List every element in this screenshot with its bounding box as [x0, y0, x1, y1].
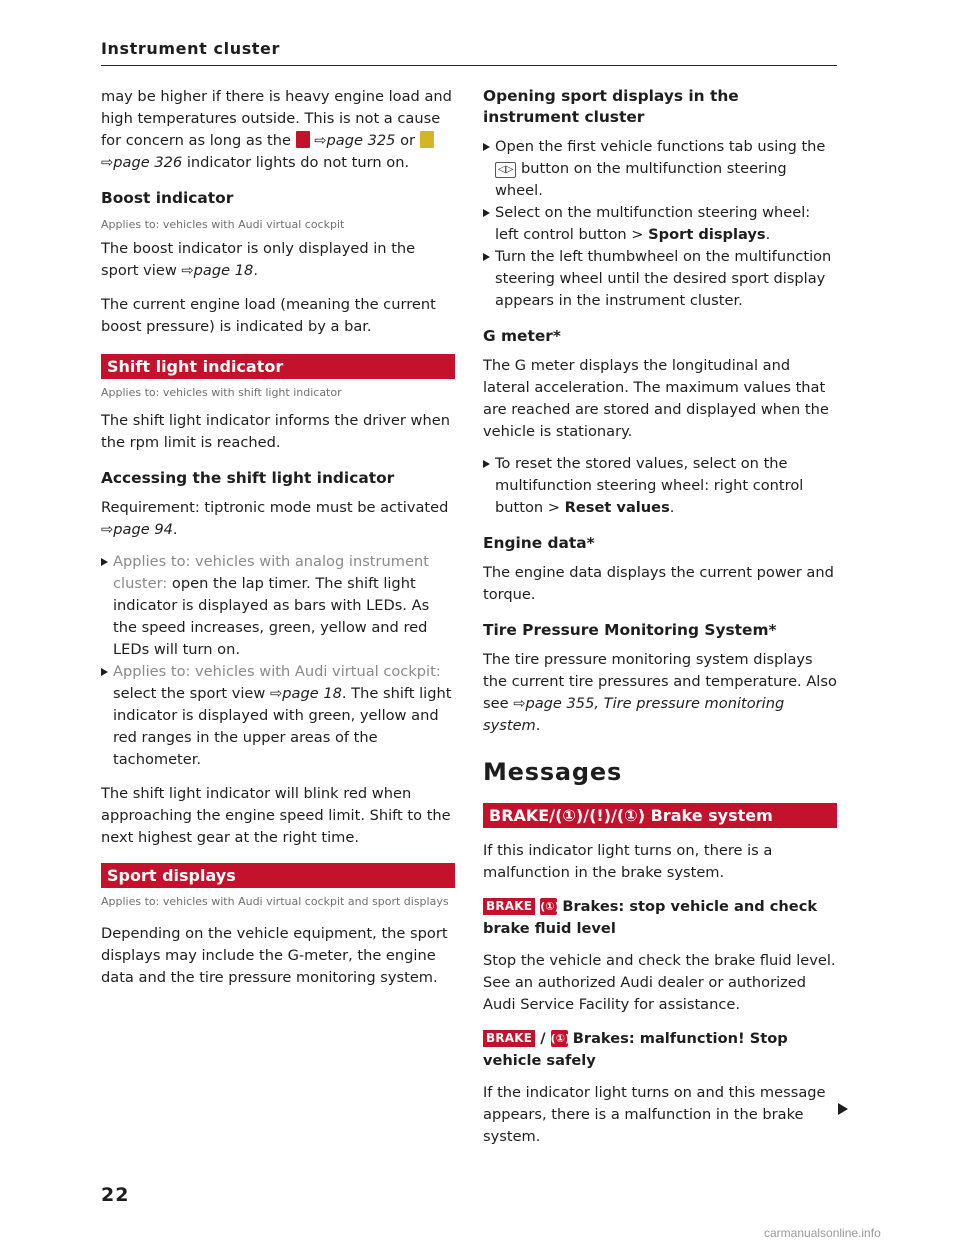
list-item: Turn the left thumbwheel on the multifunction steering wheel until the desired sport display appears in the instrument cluster.	[483, 246, 837, 312]
brake-system-banner: BRAKE/(①)/(!)/(①) Brake system	[483, 803, 837, 828]
list-item: Open the first vehicle functions tab using the ◁▷ button on the multifunction steering wheel.	[483, 136, 837, 202]
continue-arrow-icon	[838, 1103, 848, 1115]
brake-warning-icon: BRAKE	[483, 1030, 535, 1047]
list-item: Applies to: vehicles with analog instrument cluster: open the lap timer. The shift light indicator is displayed as bars with LEDs. As the speed increases, green, yellow and red LEDs will turn on.	[101, 551, 455, 661]
page-ref-link[interactable]: ⇨page 94	[101, 521, 173, 538]
tpms-paragraph: The tire pressure monitoring system displays the current tire pressures and temperature. Also see ⇨page 355, Tire pressure monitoring system.	[483, 651, 837, 734]
engine-data-paragraph: The engine data displays the current power and torque.	[483, 564, 834, 603]
boost-paragraph-1: The boost indicator is only displayed in the sport view ⇨page 18.	[101, 240, 416, 279]
right-column	[483, 86, 837, 1158]
left-column	[101, 86, 455, 999]
list-item: Applies to: vehicles with Audi virtual cockpit: select the sport view ⇨page 18. The shift light indicator is displayed with green, yellow and red ranges in the upper areas of the tachometer.	[101, 661, 455, 771]
page-number: 22	[101, 1184, 130, 1206]
brake-message-2-text: If the indicator light turns on and this message appears, there is a malfunction in the brake system.	[483, 1084, 826, 1145]
requirement-paragraph: Requirement: tiptronic mode must be activated ⇨page 94.	[101, 499, 449, 538]
boost-heading: Boost indicator	[101, 189, 234, 207]
shift-blink-paragraph: The shift light indicator will blink red when approaching the engine speed limit. Shift to the next highest gear at the right time.	[101, 785, 451, 846]
watermark: carmanualsonline.info	[764, 1226, 881, 1240]
intro-paragraph: may be higher if there is heavy engine load and high temperatures outside. This is not a cause for concern as long as the ⇨page 325 or ⇨page 326 indicator lights do not turn on.	[101, 88, 452, 171]
brake-paragraph: If this indicator light turns on, there is a malfunction in the brake system.	[483, 842, 773, 881]
brake-circle-icon: (①)	[550, 1032, 571, 1045]
g-meter-paragraph: The G meter displays the longitudinal and lateral acceleration. The maximum values that are reached are stored and displayed when the vehicle is stationary.	[483, 357, 829, 440]
g-meter-steps	[483, 453, 837, 519]
shift-light-banner: Shift light indicator	[101, 354, 455, 379]
page-ref-link[interactable]: ⇨page 355, Tire pressure monitoring system	[483, 695, 785, 734]
brake-message-2-title: BRAKE / (①) Brakes: malfunction! Stop vehicle safely	[483, 1030, 788, 1069]
page-header	[101, 38, 837, 66]
opening-steps	[483, 136, 837, 312]
tpms-heading: Tire Pressure Monitoring System*	[483, 621, 777, 639]
engine-data-heading: Engine data*	[483, 534, 595, 552]
list-item: To reset the stored values, select on the multifunction steering wheel: right control button > Reset values.	[483, 453, 837, 519]
brake-message-1-text: Stop the vehicle and check the brake fluid level. See an authorized Audi dealer or authorized Audi Service Facility for assistance.	[483, 952, 836, 1013]
brake-message-1-title: BRAKE (①) Brakes: stop vehicle and check brake fluid level	[483, 898, 818, 937]
engine-warning-red-icon	[296, 131, 310, 148]
page-ref-link[interactable]: ⇨page 326	[101, 154, 183, 171]
accessing-shift-heading: Accessing the shift light indicator	[101, 469, 395, 487]
brake-warning-icon: BRAKE	[483, 898, 535, 915]
page-ref-link[interactable]: ⇨page 18	[270, 685, 342, 702]
list-item: Select on the multifunction steering wheel: left control button > Sport displays.	[483, 202, 837, 246]
messages-heading: Messages	[483, 758, 623, 786]
page-ref-link[interactable]: ⇨page 325	[314, 132, 396, 149]
page-header-title: Instrument cluster	[101, 39, 281, 58]
steering-wheel-button-icon: ◁▷	[495, 162, 516, 178]
shift-light-paragraph: The shift light indicator informs the driver when the rpm limit is reached.	[101, 412, 450, 451]
sport-displays-applies: Applies to: vehicles with Audi virtual cockpit and sport displays	[101, 895, 449, 908]
opening-sport-heading: Opening sport displays in the instrument cluster	[483, 87, 739, 126]
shift-light-applies: Applies to: vehicles with shift light indicator	[101, 386, 342, 399]
engine-warning-yellow-icon	[420, 131, 434, 148]
boost-applies: Applies to: vehicles with Audi virtual cockpit	[101, 218, 345, 231]
sport-displays-paragraph: Depending on the vehicle equipment, the sport displays may include the G-meter, the engine data and the tire pressure monitoring system.	[101, 925, 448, 986]
shift-steps	[101, 551, 455, 771]
brake-circle-icon: (①)	[540, 900, 560, 913]
page-ref-link[interactable]: ⇨page 18	[181, 262, 254, 279]
sport-displays-banner: Sport displays	[101, 863, 455, 888]
g-meter-heading: G meter*	[483, 327, 561, 345]
boost-paragraph-2: The current engine load (meaning the current boost pressure) is indicated by a bar.	[101, 296, 436, 335]
